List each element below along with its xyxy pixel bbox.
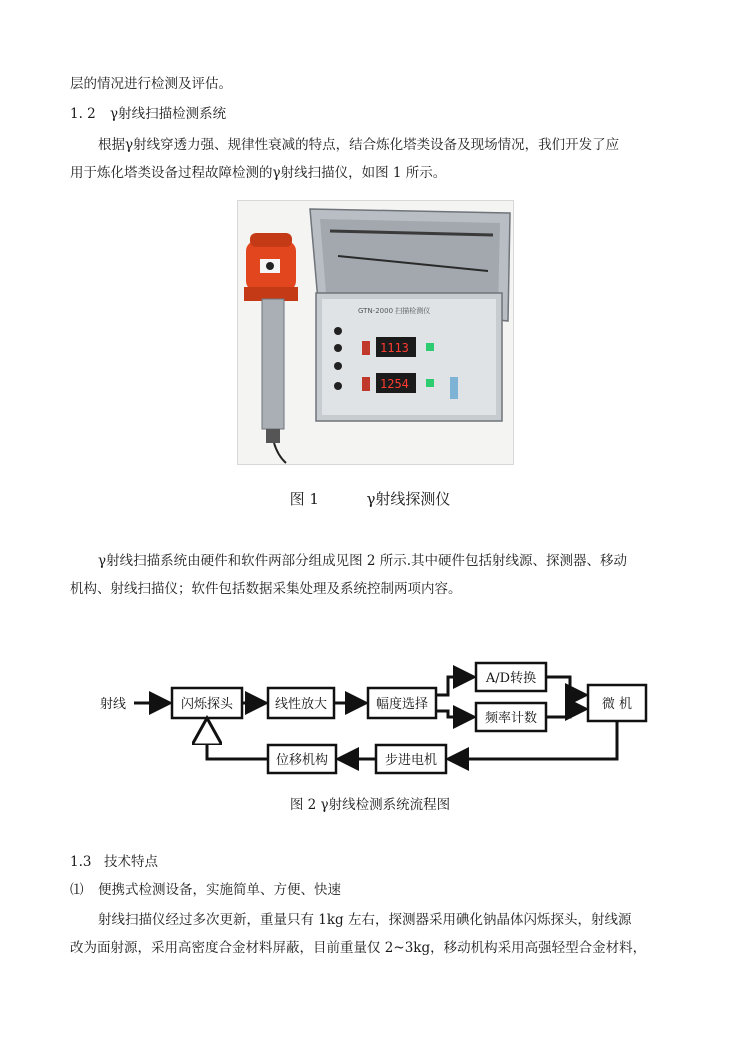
- figure1-caption: [0, 488, 740, 509]
- paragraph-line: 射线扫描仪经过多次更新，重量只有 1kg 左右，探测器采用碘化钠晶体闪烁探头，射线源: [98, 912, 632, 928]
- paragraph-line: 改为面射源，采用高密度合金材料屏蔽，目前重量仅 2~3kg，移动机构采用高强轻型合金材料，: [70, 940, 647, 956]
- stepper-label: 步进电机: [384, 753, 438, 768]
- detector-illustration: [238, 201, 513, 464]
- section-number: 1.3: [70, 854, 92, 870]
- top-display: 1113: [380, 341, 409, 355]
- scintillation-label: 闪烁探头: [180, 697, 234, 712]
- ray-input-label: 射线: [100, 697, 127, 712]
- list-item-text: 便携式检测设备，实施简单、方便、快速: [98, 882, 341, 898]
- figure2-caption: 图 2 γ射线检测系统流程图: [289, 797, 451, 813]
- figure1-number: 图 1: [289, 490, 319, 508]
- ad-label: A/D转换: [485, 671, 537, 686]
- section-number: 1. 2: [70, 106, 96, 122]
- amplitude-label: 幅度选择: [375, 697, 429, 712]
- text-line: 层的情况进行检测及评估。: [70, 76, 232, 92]
- bottom-display: 1254: [380, 377, 409, 391]
- section-title: γ射线扫描检测系统: [110, 106, 227, 122]
- svg-text:GTN-2000 扫描检测仪: GTN-2000 扫描检测仪: [358, 307, 431, 315]
- list-item-number: ⑴: [70, 882, 84, 898]
- paragraph-line: 根据γ射线穿透力强、规律性衰减的特点，结合炼化塔类设备及现场情况，我们开发了应: [98, 137, 620, 153]
- paragraph-line: γ射线扫描系统由硬件和软件两部分组成见图 2 所示.其中硬件包括射线源、探测器、移动: [98, 553, 628, 569]
- paragraph-line: 机构、射线扫描仪；软件包括数据采集处理及系统控制两项内容。: [70, 581, 462, 597]
- microcomputer-label: 微 机: [601, 697, 633, 712]
- section-title: 技术特点: [104, 854, 158, 870]
- system-flowchart: [100, 655, 660, 785]
- gamma-detector-photo: [237, 200, 514, 465]
- freq-label: 频率计数: [484, 711, 538, 726]
- figure1-title: γ射线探测仪: [366, 490, 451, 508]
- displacement-label: 位移机构: [275, 753, 329, 768]
- amplifier-label: 线性放大: [274, 697, 328, 712]
- paragraph-line: 用于炼化塔类设备过程故障检测的γ射线扫描仪，如图 1 所示。: [70, 165, 447, 181]
